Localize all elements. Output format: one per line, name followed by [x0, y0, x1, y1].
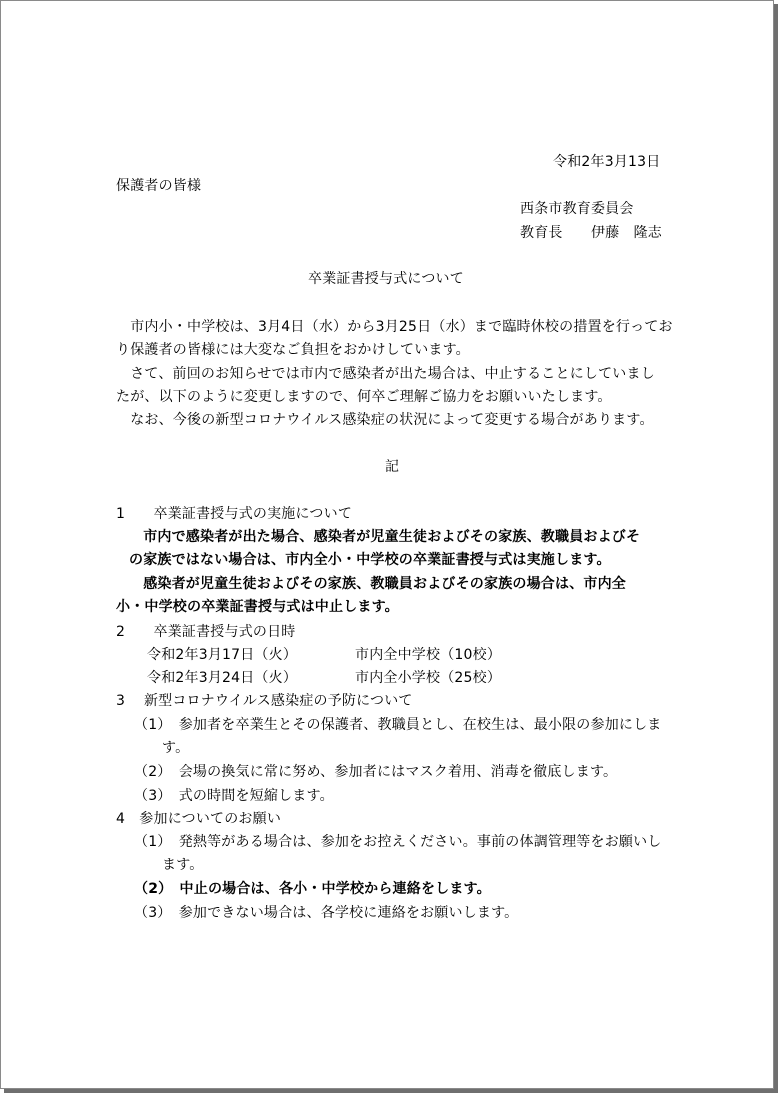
section1-line: の家族ではない場合は、市内全小・中学校の卒業証書授与式は実施します。: [129, 552, 611, 568]
section1-line: 感染者が児童生徒およびその家族、教職員およびその家族の場合は、市内全: [129, 576, 626, 592]
schedule-target: 市内全小学校（25校）: [355, 670, 502, 686]
section4-heading: 4 参加についてのお願い: [116, 811, 282, 827]
section3-item: （3） 式の時間を短縮します。: [134, 788, 334, 804]
body-line: 市内小・中学校は、3月4日（水）から3月25日（水）まで臨時休校の措置を行ってお: [116, 319, 673, 335]
section1-line: 小・中学校の卒業証書授与式は中止します。: [116, 599, 399, 615]
document-date: 令和2年3月13日: [553, 154, 661, 170]
section2-heading: 2 卒業証書授与式の日時: [116, 624, 296, 640]
body-line: なお、今後の新型コロナウイルス感染症の状況によって変更する場合があります。: [116, 412, 654, 428]
ki-heading: 記: [385, 459, 400, 475]
section4-item-continuation: ます。: [162, 857, 204, 873]
section1-heading: 1 卒業証書授与式の実施について: [116, 506, 353, 522]
body-line: り保護者の皆様には大変なご負担をおかけしています。: [116, 342, 470, 358]
section3-item-continuation: す。: [162, 740, 190, 756]
schedule-target: 市内全中学校（10校）: [355, 647, 502, 663]
addressee: 保護者の皆様: [116, 178, 202, 194]
body-line: さて、前回のお知らせでは市内で感染者が出た場合は、中止することにしていまし: [116, 366, 655, 382]
section3-item: （1） 参加者を卒業生とその保護者、教職員とし、在校生は、最小限の参加にしま: [134, 717, 662, 733]
sender-name: 教育長 伊藤 隆志: [520, 225, 662, 241]
section4-item: （1） 発熱等がある場合は、参加をお控えください。事前の体調管理等をお願いし: [134, 834, 662, 850]
sender-organization: 西条市教育委員会: [520, 201, 634, 217]
section3-heading: 3 新型コロナウイルス感染症の予防について: [116, 693, 413, 709]
section4-item: （3） 参加できない場合は、各学校に連絡をお願いします。: [134, 905, 519, 921]
schedule-date: 令和2年3月17日（火）: [147, 647, 298, 663]
section1-line: 市内で感染者が出た場合、感染者が児童生徒およびその家族、教職員およびそ: [129, 529, 641, 545]
document-title: 卒業証書授与式について: [308, 271, 464, 287]
schedule-date: 令和2年3月24日（火）: [147, 670, 298, 686]
body-line: たが、以下のように変更しますので、何卒ご理解ご協力をお願いいたします。: [116, 389, 612, 405]
section4-item: （2） 中止の場合は、各小・中学校から連絡をします。: [134, 881, 491, 897]
section3-item: （2） 会場の換気に常に努め、参加者にはマスク着用、消毒を徹底します。: [134, 764, 618, 780]
